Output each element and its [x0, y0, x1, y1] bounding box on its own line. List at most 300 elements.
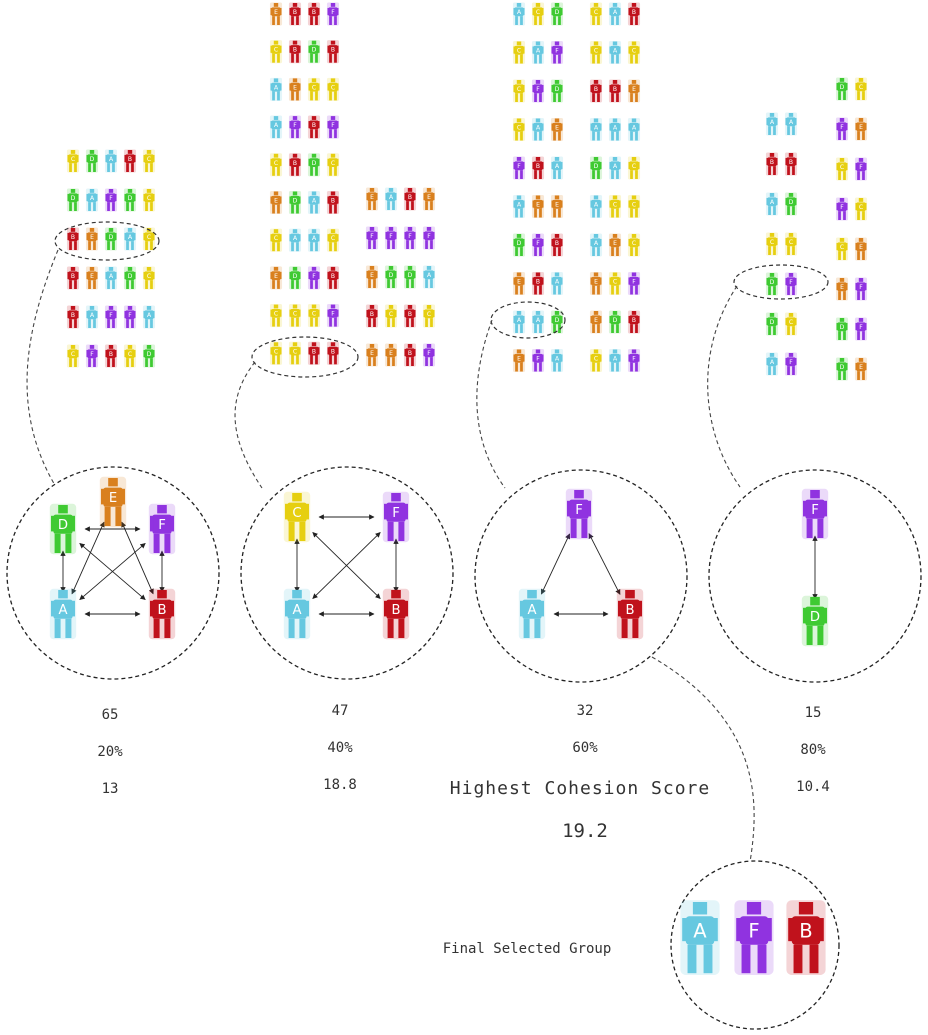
- svg-text:D: D: [554, 317, 560, 324]
- crowd-person: [67, 188, 79, 211]
- crowd-person: [289, 116, 301, 139]
- member-A: [284, 589, 310, 639]
- crowd-person: [67, 305, 79, 328]
- svg-text:A: A: [108, 156, 114, 163]
- svg-text:D: D: [554, 86, 560, 93]
- crowd-person: [855, 197, 867, 220]
- final-member-B: [786, 900, 825, 975]
- svg-text:F: F: [555, 47, 559, 55]
- svg-text:A: A: [554, 278, 560, 286]
- svg-text:B: B: [391, 603, 401, 618]
- crowd-person: [385, 187, 397, 210]
- svg-text:B: B: [769, 159, 775, 166]
- svg-text:B: B: [631, 317, 637, 324]
- crowd-person: [766, 152, 778, 175]
- crowd-person: [67, 227, 79, 250]
- svg-text:D: D: [769, 279, 775, 286]
- selection-ellipse-2: [252, 337, 358, 377]
- crowd-person: [785, 352, 797, 375]
- svg-text:C: C: [330, 159, 336, 167]
- crowd-person: [423, 304, 435, 327]
- crowd-group-2: [270, 2, 339, 364]
- svg-text:C: C: [535, 9, 541, 16]
- crowd-person: [270, 2, 282, 25]
- svg-text:F: F: [427, 233, 431, 240]
- svg-text:C: C: [292, 348, 298, 356]
- svg-text:E: E: [274, 197, 278, 205]
- svg-text:F: F: [632, 355, 636, 363]
- crowd-person: [836, 77, 848, 100]
- crowd-person: [124, 305, 136, 328]
- crowd-person: [327, 116, 339, 139]
- circle-outline: [241, 467, 453, 679]
- svg-text:C: C: [593, 9, 599, 16]
- crowd-person: [270, 342, 282, 365]
- svg-text:B: B: [127, 156, 133, 163]
- crowd-person: [327, 266, 339, 289]
- crowd-person: [86, 188, 98, 211]
- crowd-person: [785, 272, 797, 295]
- crowd-person: [513, 156, 525, 179]
- svg-text:F: F: [331, 310, 335, 318]
- crowd-person: [609, 2, 621, 25]
- member-B: [149, 589, 175, 639]
- svg-text:F: F: [370, 233, 374, 240]
- svg-text:D: D: [146, 351, 152, 358]
- svg-text:B: B: [292, 9, 298, 16]
- group-3-percent: 60%: [572, 740, 598, 756]
- svg-text:C: C: [839, 244, 845, 251]
- crowd-person: [289, 2, 301, 25]
- svg-text:A: A: [769, 359, 775, 366]
- svg-text:B: B: [535, 278, 541, 286]
- group-4-percent: 80%: [800, 742, 826, 758]
- crowd-person: [67, 149, 79, 172]
- zoom-connector-2: [235, 362, 262, 488]
- crowd-person: [308, 266, 320, 289]
- crowd-person: [308, 304, 320, 327]
- svg-text:D: D: [612, 317, 618, 324]
- crowd-person: [270, 266, 282, 289]
- svg-text:F: F: [109, 312, 113, 319]
- crowd-group-1: [67, 149, 155, 367]
- crowd-person: [532, 156, 544, 179]
- svg-text:E: E: [536, 201, 540, 209]
- crowd-person: [86, 344, 98, 367]
- svg-text:D: D: [108, 234, 114, 241]
- svg-text:D: D: [407, 272, 413, 279]
- crowd-person: [105, 188, 117, 211]
- highest-cohesion-score: 19.2: [562, 820, 608, 842]
- svg-text:C: C: [612, 278, 618, 286]
- svg-text:C: C: [311, 310, 317, 318]
- crowd-person: [327, 304, 339, 327]
- selection-ellipse-4: [734, 265, 828, 299]
- crowd-person: [143, 149, 155, 172]
- svg-text:B: B: [369, 311, 375, 318]
- zoom-connector-3: [477, 320, 505, 488]
- svg-text:F: F: [109, 195, 113, 202]
- final-group-caption: Final Selected Group: [442, 941, 612, 957]
- crowd-person: [590, 79, 602, 102]
- svg-text:A: A: [593, 124, 599, 132]
- crowd-person: [143, 344, 155, 367]
- svg-text:F: F: [840, 204, 844, 211]
- member-B: [617, 589, 643, 639]
- crowd-person: [289, 40, 301, 63]
- svg-text:A: A: [292, 235, 298, 243]
- svg-text:C: C: [273, 46, 279, 54]
- svg-text:D: D: [593, 163, 599, 170]
- crowd-person: [404, 304, 416, 327]
- crowd-person: [327, 229, 339, 252]
- crowd-group-4b: [836, 77, 867, 380]
- svg-text:F: F: [392, 506, 400, 521]
- crowd-person: [327, 40, 339, 63]
- crowd-person: [590, 349, 602, 372]
- crowd-person: [366, 187, 378, 210]
- member-F: [566, 489, 592, 539]
- svg-text:B: B: [612, 86, 618, 93]
- svg-text:E: E: [555, 201, 559, 209]
- crowd-person: [327, 153, 339, 176]
- svg-text:A: A: [311, 197, 317, 205]
- svg-text:F: F: [859, 324, 863, 331]
- crowd-person: [105, 305, 117, 328]
- svg-text:A: A: [535, 124, 541, 132]
- svg-text:B: B: [593, 86, 599, 93]
- crowd-person: [628, 195, 640, 218]
- crowd-person: [532, 79, 544, 102]
- crowd-person: [270, 153, 282, 176]
- svg-text:C: C: [311, 84, 317, 92]
- svg-text:C: C: [631, 240, 637, 247]
- svg-text:E: E: [90, 273, 94, 280]
- svg-text:F: F: [840, 124, 844, 131]
- crowd-person: [836, 277, 848, 300]
- svg-text:A: A: [273, 84, 279, 92]
- group-2-circle: [241, 467, 453, 679]
- crowd-person: [836, 317, 848, 340]
- member-B: [383, 589, 409, 639]
- svg-text:B: B: [330, 272, 336, 280]
- svg-text:A: A: [612, 9, 618, 16]
- svg-text:B: B: [70, 234, 76, 241]
- crowd-person: [289, 191, 301, 214]
- crowd-person: [86, 149, 98, 172]
- crowd-person: [836, 197, 848, 220]
- svg-text:A: A: [535, 47, 541, 55]
- svg-text:D: D: [839, 364, 845, 371]
- member-E: [100, 477, 126, 527]
- crowd-person: [855, 357, 867, 380]
- crowd-person: [836, 157, 848, 180]
- group-4-score: 10.4: [796, 779, 830, 795]
- svg-text:D: D: [127, 273, 133, 280]
- crowd-person: [855, 317, 867, 340]
- group-3-member-count: 32: [576, 703, 594, 719]
- crowd-person: [551, 118, 563, 141]
- svg-text:F: F: [811, 503, 819, 518]
- crowd-person: [270, 229, 282, 252]
- svg-text:B: B: [407, 194, 413, 201]
- crowd-person: [785, 152, 797, 175]
- crowd-person: [551, 156, 563, 179]
- crowd-person: [590, 118, 602, 141]
- crowd-person: [590, 2, 602, 25]
- crowd-person: [105, 266, 117, 289]
- svg-text:B: B: [311, 122, 317, 130]
- crowd-person: [366, 304, 378, 327]
- svg-text:D: D: [516, 240, 522, 247]
- crowd-person: [551, 79, 563, 102]
- crowd-person: [327, 2, 339, 25]
- svg-text:B: B: [311, 9, 317, 16]
- svg-text:F: F: [312, 272, 316, 280]
- svg-text:B: B: [108, 351, 114, 358]
- svg-text:C: C: [292, 310, 298, 318]
- svg-text:B: B: [311, 348, 317, 356]
- svg-text:A: A: [612, 124, 618, 132]
- svg-text:B: B: [70, 312, 76, 319]
- zoom-connector-5: [652, 657, 754, 862]
- crowd-person: [609, 118, 621, 141]
- svg-text:A: A: [769, 199, 775, 206]
- svg-text:B: B: [157, 603, 167, 618]
- svg-text:C: C: [146, 156, 152, 163]
- svg-text:F: F: [536, 355, 540, 363]
- crowd-person: [86, 266, 98, 289]
- group-1-score: 13: [101, 781, 119, 797]
- crowd-person: [385, 265, 397, 288]
- crowd-person: [855, 277, 867, 300]
- crowd-group-3: [513, 2, 563, 372]
- crowd-person: [766, 352, 778, 375]
- svg-text:F: F: [90, 351, 94, 358]
- svg-text:F: F: [408, 233, 412, 240]
- crowd-person: [308, 78, 320, 101]
- crowd-person: [551, 272, 563, 295]
- svg-text:C: C: [273, 159, 279, 167]
- crowd-person: [628, 79, 640, 102]
- crowd-person: [404, 343, 416, 366]
- svg-text:A: A: [516, 9, 522, 16]
- svg-text:D: D: [70, 195, 76, 202]
- group-4-circle: [709, 470, 921, 682]
- svg-text:B: B: [799, 919, 813, 943]
- crowd-person: [532, 272, 544, 295]
- crowd-person: [67, 266, 79, 289]
- svg-text:A: A: [311, 235, 317, 243]
- crowd-person: [404, 187, 416, 210]
- crowd-person: [513, 41, 525, 64]
- crowd-person: [532, 2, 544, 25]
- svg-text:A: A: [146, 312, 152, 319]
- svg-text:B: B: [788, 159, 794, 166]
- svg-text:C: C: [70, 351, 76, 358]
- crowd-person: [308, 229, 320, 252]
- crowd-person: [590, 272, 602, 295]
- svg-text:D: D: [839, 84, 845, 91]
- group-1-percent: 20%: [97, 744, 123, 760]
- svg-text:A: A: [108, 273, 114, 280]
- svg-text:F: F: [536, 86, 540, 93]
- crowd-person: [105, 149, 117, 172]
- svg-text:C: C: [631, 201, 637, 209]
- svg-text:D: D: [292, 272, 298, 280]
- svg-text:A: A: [388, 194, 394, 201]
- crowd-person: [590, 310, 602, 333]
- crowd-person: [105, 344, 117, 367]
- crowd-person: [289, 153, 301, 176]
- svg-text:C: C: [146, 273, 152, 280]
- group-2-percent: 40%: [327, 740, 353, 756]
- svg-text:A: A: [554, 163, 560, 170]
- svg-text:F: F: [331, 122, 335, 130]
- crowd-person: [532, 349, 544, 372]
- crowd-person: [366, 265, 378, 288]
- svg-text:F: F: [632, 278, 636, 286]
- crowd-person: [609, 233, 621, 256]
- svg-text:C: C: [330, 84, 336, 92]
- crowd-person: [289, 78, 301, 101]
- crowd-person: [423, 226, 435, 249]
- svg-text:A: A: [89, 312, 95, 319]
- crowd-person: [143, 188, 155, 211]
- member-A: [519, 589, 545, 639]
- svg-text:D: D: [57, 518, 69, 533]
- svg-text:D: D: [292, 197, 298, 205]
- svg-text:A: A: [612, 355, 618, 363]
- crowd-person: [270, 304, 282, 327]
- crowd-person: [308, 153, 320, 176]
- svg-text:F: F: [389, 233, 393, 240]
- svg-text:A: A: [593, 201, 599, 209]
- svg-text:C: C: [273, 348, 279, 356]
- svg-text:D: D: [769, 319, 775, 326]
- svg-text:D: D: [311, 46, 317, 54]
- crowd-person: [289, 266, 301, 289]
- crowd-person: [551, 310, 563, 333]
- svg-text:A: A: [426, 272, 432, 279]
- crowd-person: [532, 41, 544, 64]
- crowd-person: [423, 187, 435, 210]
- svg-text:C: C: [516, 86, 522, 93]
- svg-text:B: B: [330, 197, 336, 205]
- member-D: [50, 504, 76, 554]
- crowd-person: [766, 192, 778, 215]
- svg-text:E: E: [594, 278, 598, 286]
- crowd-person: [855, 77, 867, 100]
- svg-text:A: A: [554, 355, 560, 363]
- svg-text:C: C: [612, 201, 618, 209]
- crowd-person: [855, 157, 867, 180]
- svg-text:F: F: [536, 240, 540, 247]
- svg-text:C: C: [146, 234, 152, 241]
- svg-text:E: E: [274, 9, 278, 16]
- svg-text:A: A: [127, 234, 133, 241]
- crowd-person: [628, 41, 640, 64]
- population-crowds: [67, 2, 867, 380]
- svg-text:B: B: [625, 603, 635, 618]
- svg-text:B: B: [70, 273, 76, 280]
- crowd-person: [551, 195, 563, 218]
- crowd-person: [308, 191, 320, 214]
- svg-text:A: A: [593, 240, 599, 247]
- crowd-person: [105, 227, 117, 250]
- svg-text:C: C: [330, 235, 336, 243]
- crowd-person: [609, 41, 621, 64]
- member-C: [284, 492, 310, 542]
- crowd-person: [513, 79, 525, 102]
- crowd-person: [609, 310, 621, 333]
- svg-text:F: F: [427, 350, 431, 357]
- crowd-person: [289, 342, 301, 365]
- svg-text:E: E: [613, 240, 617, 247]
- svg-text:E: E: [389, 350, 393, 357]
- highest-cohesion-title: Highest Cohesion Score: [449, 778, 711, 799]
- group-2-member-count: 47: [331, 703, 349, 719]
- crowd-person: [327, 191, 339, 214]
- svg-text:A: A: [788, 119, 794, 126]
- svg-text:A: A: [631, 124, 637, 132]
- crowd-person: [143, 305, 155, 328]
- svg-text:A: A: [612, 163, 618, 170]
- svg-text:F: F: [293, 122, 297, 130]
- crowd-person: [513, 349, 525, 372]
- svg-text:D: D: [127, 195, 133, 202]
- crowd-person: [532, 195, 544, 218]
- crowd-person: [628, 118, 640, 141]
- svg-text:F: F: [575, 503, 583, 518]
- crowd-person: [270, 78, 282, 101]
- crowd-person: [532, 233, 544, 256]
- svg-text:C: C: [593, 47, 599, 55]
- svg-text:C: C: [516, 124, 522, 132]
- svg-text:C: C: [70, 156, 76, 163]
- crowd-person: [513, 233, 525, 256]
- svg-text:D: D: [809, 610, 821, 625]
- svg-text:C: C: [146, 195, 152, 202]
- svg-text:B: B: [407, 311, 413, 318]
- crowd-person: [609, 79, 621, 102]
- crowd-person: [855, 237, 867, 260]
- crowd-person: [124, 149, 136, 172]
- crowd-person: [289, 229, 301, 252]
- svg-text:A: A: [535, 317, 541, 324]
- svg-text:B: B: [535, 163, 541, 170]
- svg-text:E: E: [293, 84, 297, 92]
- crowd-person: [532, 310, 544, 333]
- crowd-person: [86, 227, 98, 250]
- crowd-person: [628, 233, 640, 256]
- svg-text:C: C: [788, 239, 794, 246]
- crowd-person: [766, 272, 778, 295]
- crowd-group-3b: [590, 2, 640, 372]
- crowd-person: [513, 2, 525, 25]
- member-A: [50, 589, 76, 639]
- svg-text:F: F: [859, 164, 863, 171]
- crowd-person: [532, 118, 544, 141]
- svg-text:D: D: [311, 159, 317, 167]
- svg-text:D: D: [788, 199, 794, 206]
- svg-text:C: C: [631, 47, 637, 55]
- crowd-person: [628, 2, 640, 25]
- svg-text:B: B: [292, 159, 298, 167]
- svg-text:F: F: [789, 359, 793, 366]
- crowd-person: [628, 272, 640, 295]
- svg-text:D: D: [89, 156, 95, 163]
